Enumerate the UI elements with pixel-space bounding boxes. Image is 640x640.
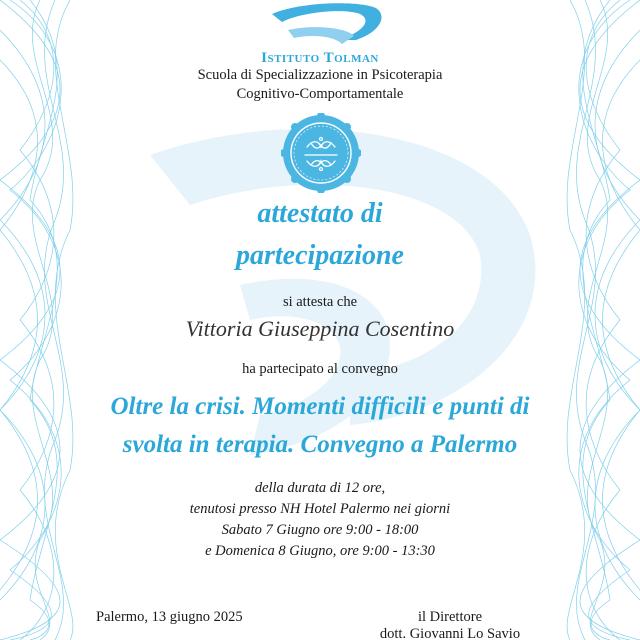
event-detail-line: e Domenica 8 Giugno, ore 9:00 - 13:30 [205,543,435,559]
participation-text: ha partecipato al convegno [242,361,398,377]
institute-name: Istituto Tolman [261,50,379,66]
attests-text: si attesta che [282,294,358,310]
school-subtitle: Scuola di Specializzazione in Psicoterapia [197,67,443,83]
certificate-title: attestato di [257,198,383,229]
event-title: Oltre la crisi. Momenti difficili e punti di [110,393,530,420]
place-date: Palermo, 13 giugno 2025 [96,609,243,625]
recipient-name: Vittoria Giuseppina Cosentino [185,316,455,341]
event-title-2: svolta in terapia. Convegno a Palermo [122,431,518,458]
certificate-title-2: partecipazione [236,240,404,271]
director-name: dott. Giovanni Lo Savio [379,626,521,640]
event-detail-line: Sabato 7 Giugno ore 9:00 - 18:00 [221,522,419,538]
tolman-logo-icon [268,0,388,48]
school-subtitle-2: Cognitivo-Comportamentale [236,86,404,102]
ornamental-seal-icon [281,113,361,193]
director-role: il Direttore [417,609,483,625]
event-detail-line: tenutosi presso NH Hotel Palermo nei giorni [189,501,451,517]
event-detail-line: della durata di 12 ore, [254,480,386,496]
